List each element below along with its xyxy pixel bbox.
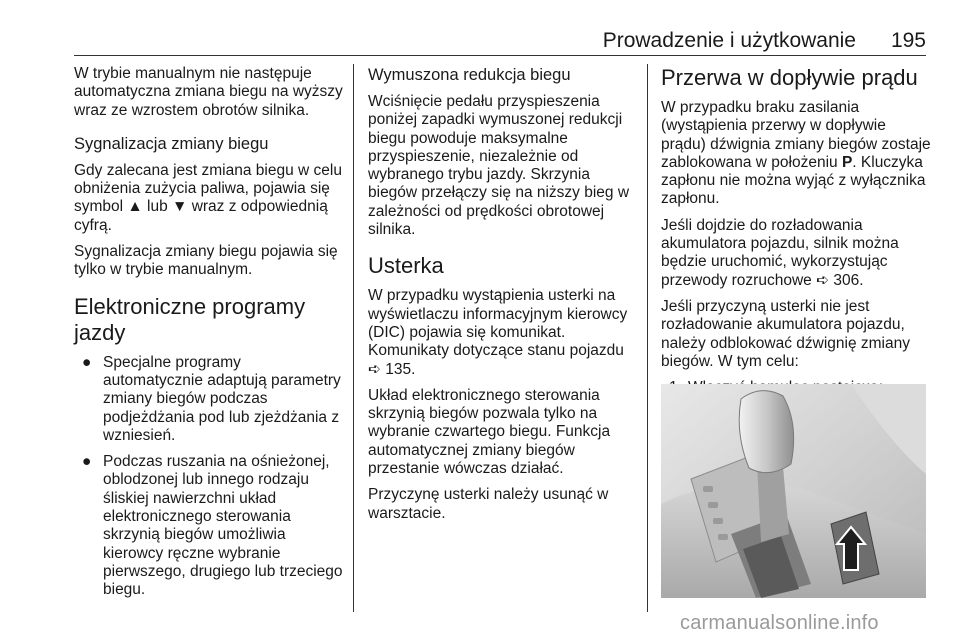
gear-knob: [739, 391, 793, 473]
power-paragraph-1: [661, 99, 931, 209]
header-title: Prowadzenie i użytkowanie: [602, 29, 856, 52]
heading-kickdown: Wymuszona redukcja biegu: [368, 66, 571, 84]
fault-paragraph-2: Układ elektronicznego sterowania skrzynią biegów pozwala tylko na wybranie czwartego biegu. Funkcja automatycznej zmiany biegów przestanie wówczas działać.: [368, 386, 611, 478]
heading-fault: Usterka: [368, 253, 444, 279]
intro-paragraph: W trybie manualnym nie następuje automatyczna zmiana biegu na wyższy wraz ze wzrostem obrotów silnika.: [74, 65, 343, 119]
panel-button: [708, 502, 718, 508]
column-2: [368, 65, 638, 531]
gear-selector-illustration: [661, 384, 926, 598]
watermark: carmanualsonline.info: [680, 612, 879, 634]
heading-shift-indication: Sygnalizacja zmiany biegu: [74, 134, 269, 153]
list-item-text: Podczas ruszania na ośnieżonej, oblodzonej lub innego rodzaju śliskiej nawierzchni układ elektronicznego sterowania skrzynią biegów umożliwia kierowcy ręczne wybranie pierwszego, drugiego lub trzeciego biegu.: [103, 453, 343, 599]
power-paragraph-1-pre: W przypadku braku zasilania (wystąpienia przerwy w dopływie prądu) dźwignia zmiany biegów zostaje zablokowana w położeniu: [661, 99, 931, 171]
power-paragraph-1-post: . Kluczyka zapłonu nie można wyjąć z wyłącznika zapłonu.: [661, 153, 926, 208]
shift-paragraph-1: Gdy zalecana jest zmiana biegu w celu obniżenia zużycia paliwa, pojawia się symbol ▲ lub ▼ wraz z odpowiednią cyfrą.: [74, 161, 342, 234]
bullet-icon: ●: [82, 453, 92, 471]
list-item: [74, 354, 344, 445]
column-1: [74, 65, 344, 608]
power-paragraph-3: Jeśli przyczyną usterki nie jest rozładowanie akumulatora pojazdu, należy odblokować dźwignię zmiany biegów. W tym celu:: [661, 297, 910, 370]
kickdown-paragraph: Wciśnięcie pedału przyspieszenia poniżej zapadki wymuszonej redukcji biegu powoduje maksymalne przyspieszenie, niezależnie od wybranego trybu jazdy. Skrzynia biegów przełączy się na niższy bieg w zależności od prędkości obrotowej silnika.: [368, 93, 630, 239]
panel-button: [703, 486, 713, 492]
heading-power-interruption: Przerwa w dopływie prądu: [661, 65, 918, 90]
column-divider-1: [353, 64, 354, 612]
list-item: [74, 453, 344, 599]
panel-button: [718, 534, 728, 540]
column-3: [661, 65, 931, 405]
gear-selector-drawing: [661, 384, 926, 598]
programs-list: [74, 354, 344, 600]
column-divider-2: [647, 64, 648, 612]
park-position-label: P: [841, 153, 853, 171]
list-item-text: Specjalne programy automatycznie adaptują parametry zmiany biegów podczas podjeżdżania pod lub zjeżdżania z wzniesień.: [103, 353, 341, 444]
power-paragraph-2: Jeśli dojdzie do rozładowania akumulatora pojazdu, silnik można będzie uruchomić, wykorzystując przewody rozruchowe ➪ 306.: [661, 216, 899, 289]
panel-button: [713, 518, 723, 524]
fault-paragraph-3: Przyczynę usterki należy usunąć w warsztacie.: [368, 486, 609, 522]
header-rule: [74, 55, 926, 56]
page-header: [74, 30, 926, 52]
bullet-icon: ●: [82, 353, 92, 371]
page-number: 195: [890, 29, 926, 52]
shift-paragraph-2: Sygnalizacja zmiany biegu pojawia się tylko w trybie manualnym.: [74, 243, 338, 279]
heading-electronic-programs: Elektroniczne programy jazdy: [74, 293, 306, 345]
fault-paragraph-1: W przypadku wystąpienia usterki na wyświetlaczu informacyjnym kierowcy (DIC) pojawia się komunikat. Komunikaty dotyczące stanu pojazdu ➪ 135.: [368, 287, 628, 378]
